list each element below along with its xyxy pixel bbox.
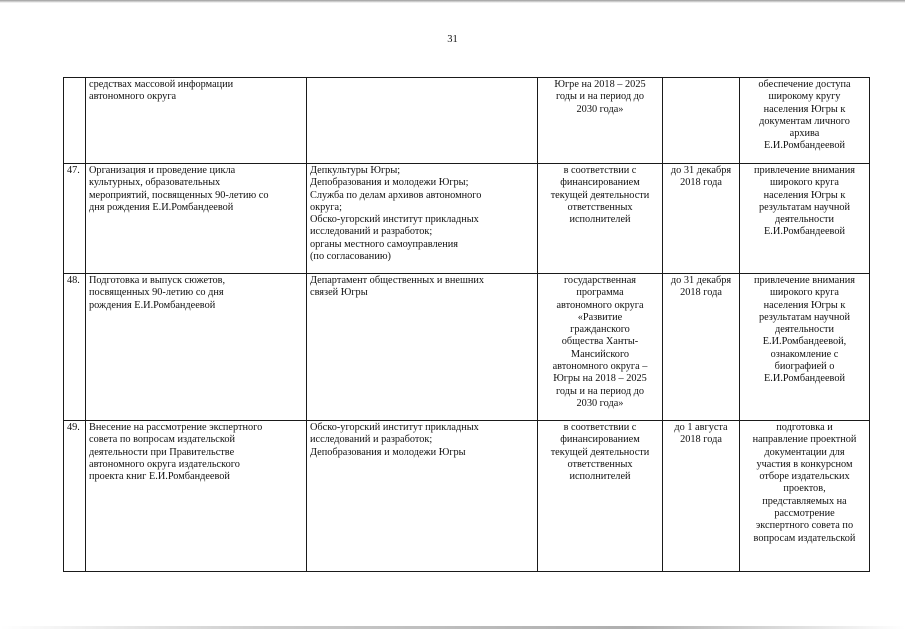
cell-line: проектов,	[783, 483, 826, 495]
cell-line: совета по вопросам издательской	[89, 434, 236, 446]
cell-line: населения Югры к	[763, 103, 846, 115]
deadline-cell	[663, 421, 740, 572]
event-name-cell	[86, 78, 307, 164]
row-number: 47.	[64, 164, 86, 274]
cell-line: 2018 года	[680, 434, 722, 446]
cell-line: Обско-угорский институт прикладных	[310, 214, 479, 226]
table-row	[64, 274, 870, 421]
deadline-cell	[663, 274, 740, 421]
financing-cell	[538, 78, 663, 164]
cell-line: деятельности	[775, 324, 834, 336]
result-cell	[740, 274, 870, 421]
cell-line: Е.И.Ромбандеевой,	[762, 336, 847, 348]
cell-line: общества Ханты-	[561, 336, 639, 348]
cell-line: Внесение на рассмотрение экспертного	[89, 422, 263, 433]
cell-line: (по согласованию)	[310, 251, 391, 263]
cell-line: автономного округа	[556, 299, 644, 311]
responsible-cell	[307, 78, 538, 164]
cell-line: ознакомление с	[770, 348, 839, 360]
cell-line: Е.И.Ромбандеевой	[764, 226, 845, 238]
page-number: 31	[447, 34, 458, 45]
cell-line: Департамент общественных и внешних	[310, 275, 485, 286]
responsible-cell	[307, 164, 538, 274]
row-number: 49.	[64, 421, 86, 572]
cell-line: годы и на период до	[555, 91, 645, 103]
cell-line: Депкультуры Югры;	[310, 165, 401, 176]
cell-line: архива	[789, 128, 820, 140]
cell-line: текущей деятельности	[550, 446, 650, 458]
cell-line: ответственных	[567, 458, 633, 470]
cell-line: культурных, образовательных	[89, 177, 221, 189]
cell-line: программа	[576, 287, 624, 299]
cell-line: мероприятий, посвященных 90-летию со	[89, 189, 269, 201]
cell-line: округа;	[310, 201, 342, 213]
cell-line: «Развитие	[577, 311, 623, 323]
cell-line: автономного округа издательского	[89, 458, 240, 470]
cell-line: исследований и разработок;	[310, 434, 433, 446]
table-row	[64, 421, 870, 572]
cell-line: автономного округа	[89, 91, 177, 103]
cell-line: Югры на 2018 – 2025	[553, 373, 647, 385]
cell-line: государственная	[563, 275, 637, 286]
cell-line: связей Югры	[310, 287, 368, 299]
cell-line: в соответствии с	[563, 422, 637, 433]
responsible-cell	[307, 421, 538, 572]
responsible-cell	[307, 274, 538, 421]
cell-line: привлечение внимания	[754, 165, 855, 176]
financing-cell	[538, 421, 663, 572]
cell-line: привлечение внимания	[754, 275, 855, 286]
cell-line: Служба по делам архивов автономного	[310, 189, 482, 201]
event-name-cell	[86, 421, 307, 572]
cell-line: финансированием	[560, 177, 640, 189]
cell-line: ответственных	[567, 201, 633, 213]
cell-line: подготовка и	[776, 422, 833, 433]
cell-line: широкого круга	[769, 177, 839, 189]
cell-line: Подготовка и выпуск сюжетов,	[89, 275, 226, 286]
cell-line: обеспечение доступа	[758, 79, 851, 90]
cell-line: годы и на период до	[555, 385, 645, 397]
financing-cell	[538, 164, 663, 274]
cell-line: деятельности	[775, 214, 834, 226]
cell-line: исполнителей	[569, 214, 631, 226]
table-row	[64, 78, 870, 164]
cell-line: отборе издательских	[759, 471, 850, 483]
cell-line: результатам научной	[758, 201, 851, 213]
cell-line: финансированием	[560, 434, 640, 446]
cell-line: Обско-угорский институт прикладных	[310, 422, 479, 433]
cell-line: проекта книг Е.И.Ромбандеевой	[89, 471, 230, 483]
event-name-cell	[86, 164, 307, 274]
cell-line: широкого круга	[769, 287, 839, 299]
cell-line: Депобразования и молодежи Югры;	[310, 177, 469, 189]
cell-line: вопросам издательской	[753, 532, 856, 544]
cell-line: 2030 года»	[576, 103, 624, 115]
cell-line: 2018 года	[680, 287, 722, 299]
cell-line: широкому кругу	[768, 91, 841, 103]
scan-edge-top	[0, 0, 905, 3]
cell-line: посвященных 90-летию со дня	[89, 287, 224, 299]
cell-line: Е.И.Ромбандеевой	[764, 373, 845, 385]
table-row	[64, 164, 870, 274]
cell-line: органы местного самоуправления	[310, 238, 458, 250]
result-cell	[740, 164, 870, 274]
cell-line: Депобразования и молодежи Югры	[310, 446, 466, 458]
cell-line: документам личного	[759, 115, 850, 127]
cell-line: деятельности при Правительстве	[89, 446, 235, 458]
cell-line: рассмотрение	[774, 508, 835, 520]
row-number: 48.	[64, 274, 86, 421]
scan-edge-bottom	[0, 626, 905, 629]
cell-line: направление проектной	[752, 434, 857, 446]
cell-line: Мансийского	[570, 348, 630, 360]
cell-line: Е.И.Ромбандеевой	[764, 140, 845, 152]
cell-line: до 1 августа	[674, 422, 728, 433]
cell-line: результатам научной	[758, 311, 851, 323]
cell-line: рождения Е.И.Ромбандеевой	[89, 299, 216, 311]
action-plan-table	[63, 77, 870, 572]
financing-cell	[538, 274, 663, 421]
cell-line: биографией о	[774, 361, 835, 373]
cell-line: средствах массовой информации	[89, 79, 234, 90]
cell-line: дня рождения Е.И.Ромбандеевой	[89, 201, 234, 213]
cell-line: участия в конкурсном	[756, 458, 853, 470]
cell-line: документации для	[764, 446, 845, 458]
cell-line: до 31 декабря	[670, 165, 732, 176]
cell-line: населения Югры к	[763, 189, 846, 201]
cell-line: автономного округа –	[552, 361, 648, 373]
cell-line: текущей деятельности	[550, 189, 650, 201]
event-name-cell	[86, 274, 307, 421]
cell-line: 2018 года	[680, 177, 722, 189]
deadline-cell	[663, 78, 740, 164]
deadline-cell	[663, 164, 740, 274]
row-number	[64, 78, 86, 164]
cell-line: гражданского	[570, 324, 630, 336]
cell-line: Югре на 2018 – 2025	[554, 79, 646, 90]
cell-line: до 31 декабря	[670, 275, 732, 286]
cell-line: представляемых на	[762, 495, 847, 507]
result-cell	[740, 421, 870, 572]
cell-line: исследований и разработок;	[310, 226, 433, 238]
cell-line: Организация и проведение цикла	[89, 165, 236, 176]
result-cell	[740, 78, 870, 164]
cell-line: в соответствии с	[563, 165, 637, 176]
cell-line: экспертного совета по	[755, 520, 854, 532]
cell-line: 2030 года»	[576, 397, 624, 409]
cell-line: исполнителей	[569, 471, 631, 483]
cell-line: населения Югры к	[763, 299, 846, 311]
